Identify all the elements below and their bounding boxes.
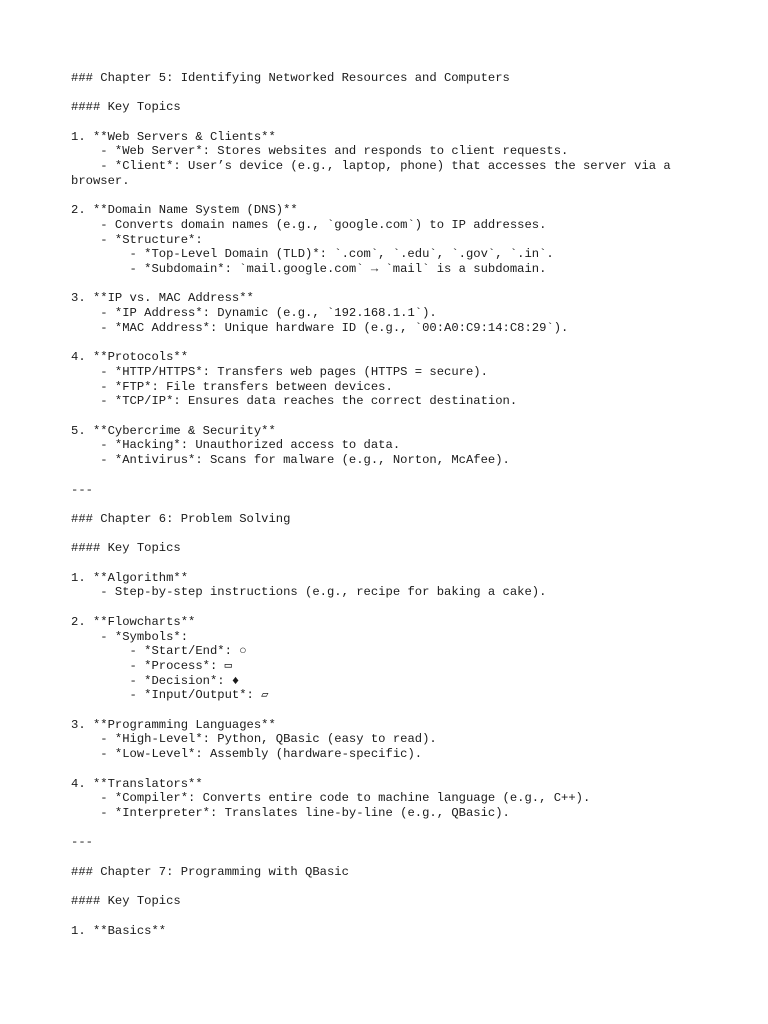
document-line: - *Decision*: ♦ bbox=[71, 673, 240, 688]
document-line: 5. **Cybercrime & Security** bbox=[71, 423, 276, 438]
document-line bbox=[71, 497, 701, 512]
document-line: - *Antivirus*: Scans for malware (e.g., Norton, McAfee). bbox=[71, 453, 510, 468]
document-line bbox=[71, 527, 701, 542]
document-line: 3. **IP vs. MAC Address** bbox=[71, 291, 254, 306]
document-line: - *Process*: ▭ bbox=[71, 658, 232, 673]
document-line: - *HTTP/HTTPS*: Transfers web pages (HTTPS = secure). bbox=[71, 364, 488, 379]
document-line: - *Low-Level*: Assembly (hardware-specific). bbox=[71, 747, 423, 762]
document-line: - *Compiler*: Converts entire code to machine language (e.g., C++). bbox=[71, 791, 591, 806]
document-line: 1. **Basics** bbox=[71, 923, 167, 938]
document-line bbox=[71, 556, 701, 571]
document-line: - *High-Level*: Python, QBasic (easy to read). bbox=[71, 732, 437, 747]
document-line bbox=[71, 850, 701, 865]
document-line: - *Input/Output*: ▱ bbox=[71, 688, 269, 703]
document-line: --- bbox=[71, 482, 93, 497]
document-line: - *Hacking*: Unauthorized access to data. bbox=[71, 438, 401, 453]
document-line: ### Chapter 5: Identifying Networked Resources and Computers bbox=[71, 71, 510, 85]
document-line: - *Top-Level Domain (TLD)*: `.com`, `.edu`, `.gov`, `.in`. bbox=[71, 247, 554, 262]
document-line: 1. **Algorithm** bbox=[71, 570, 189, 585]
document-line bbox=[71, 336, 701, 351]
document-line: - *Interpreter*: Translates line-by-line (e.g., QBasic). bbox=[71, 805, 510, 820]
document-line bbox=[71, 821, 701, 836]
document-line bbox=[71, 879, 701, 894]
document-line: - Converts domain names (e.g., `google.com`) to IP addresses. bbox=[71, 217, 547, 232]
document-line bbox=[71, 189, 701, 204]
document-line bbox=[71, 409, 701, 424]
document-line: - *FTP*: File transfers between devices. bbox=[71, 379, 393, 394]
document-line: - *Symbols*: bbox=[71, 629, 189, 644]
document-line: - *Web Server*: Stores websites and responds to client requests. bbox=[71, 144, 569, 159]
document-line: 1. **Web Servers & Clients** bbox=[71, 129, 276, 144]
document-line: #### Key Topics bbox=[71, 100, 181, 115]
document-line: - *TCP/IP*: Ensures data reaches the correct destination. bbox=[71, 394, 518, 409]
document-line bbox=[71, 468, 701, 483]
document-line: 4. **Protocols** bbox=[71, 350, 189, 365]
document-line bbox=[71, 909, 701, 924]
document-line: - *IP Address*: Dynamic (e.g., `192.168.1.1`). bbox=[71, 306, 437, 321]
document-line: - *MAC Address*: Unique hardware ID (e.g., `00:A0:C9:14:C8:29`). bbox=[71, 320, 569, 335]
document-line: #### Key Topics bbox=[71, 894, 181, 909]
document-line bbox=[71, 600, 701, 615]
document-line: ### Chapter 6: Problem Solving bbox=[71, 511, 291, 526]
document-line: 4. **Translators** bbox=[71, 776, 203, 791]
document-line: 3. **Programming Languages** bbox=[71, 717, 276, 732]
document-line bbox=[71, 86, 701, 101]
document-line bbox=[71, 277, 701, 292]
document-line: - *Client*: User’s device (e.g., laptop, phone) that accesses the server via a browser. bbox=[71, 159, 679, 188]
document-line: 2. **Domain Name System (DNS)** bbox=[71, 203, 298, 218]
document-line bbox=[71, 762, 701, 777]
document-line: - *Start/End*: ○ bbox=[71, 644, 247, 659]
document-line: #### Key Topics bbox=[71, 541, 181, 556]
document-line bbox=[71, 703, 701, 718]
document-line: 2. **Flowcharts** bbox=[71, 614, 196, 629]
document-line bbox=[71, 115, 701, 130]
document-line: --- bbox=[71, 835, 93, 850]
document-line: - *Structure*: bbox=[71, 232, 203, 247]
document-line: - *Subdomain*: `mail.google.com` → `mail` is a subdomain. bbox=[71, 262, 547, 277]
document-text bbox=[71, 71, 701, 938]
document-line: - Step-by-step instructions (e.g., recipe for baking a cake). bbox=[71, 585, 547, 600]
document-line: ### Chapter 7: Programming with QBasic bbox=[71, 864, 349, 879]
